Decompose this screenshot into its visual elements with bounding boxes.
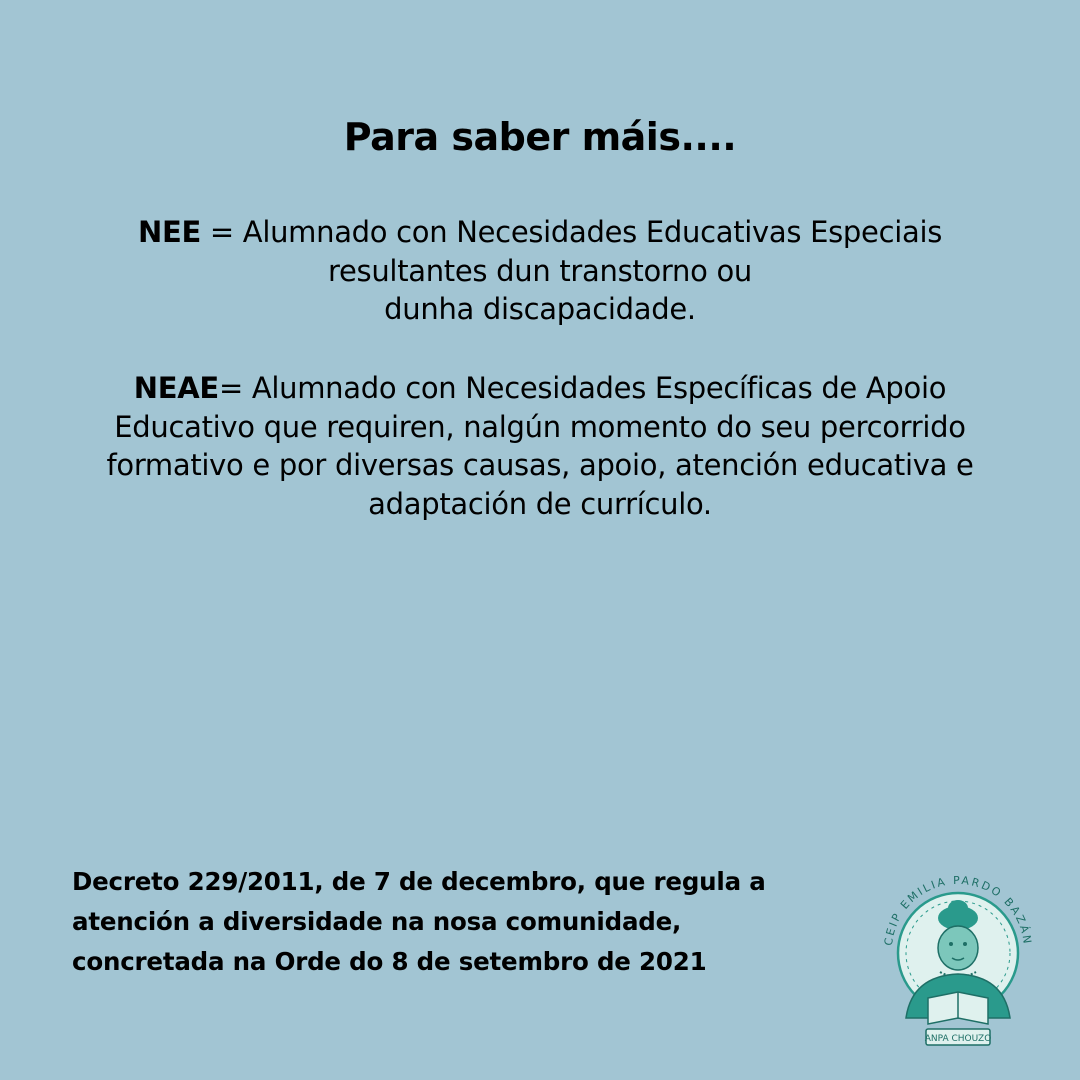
nee-definition-line-1 — [40, 213, 1040, 252]
logo-arc-text: CEIP EMILIA PARDO BAZÁN — [882, 873, 1034, 947]
logo-banner-text: ANPA CHOUZO — [924, 1034, 992, 1044]
logo-face — [938, 926, 978, 970]
neae-definition-text: = Alumnado con Necesidades Específicas de Apoio — [218, 371, 947, 405]
school-logo — [868, 848, 1048, 1053]
decree-reference — [72, 862, 832, 982]
neae-definition — [40, 369, 1040, 523]
neae-definition-line-4: adaptación de currículo. — [368, 486, 712, 521]
nee-definition-line-3: dunha discapacidade. — [384, 292, 696, 326]
nee-term: NEE — [137, 215, 201, 249]
nee-definition-text: = Alumnado con Necesidades Educativas Especiais — [200, 215, 943, 249]
nee-definition — [40, 213, 1040, 329]
neae-term: NEAE — [133, 371, 219, 405]
decree-line-2: atención a diversidade na nosa comunidade, — [72, 907, 682, 936]
decree-line-1: Decreto 229/2011, de 7 de decembro, que regula a — [72, 867, 766, 896]
decree-line-3: concretada na Orde do 8 de setembro de 2021 — [72, 947, 707, 976]
neae-definition-line-3: formativo e por diversas causas, apoio, atención educativa e — [106, 448, 974, 482]
neae-definition-line-2: Educativo que requiren, nalgún momento do seu percorrido — [114, 409, 966, 444]
neae-definition-line-1 — [40, 369, 1040, 408]
logo-hair-top — [948, 900, 968, 916]
nee-definition-line-2: resultantes dun transtorno ou — [328, 253, 752, 288]
page-title: Para saber máis.... — [343, 115, 737, 159]
